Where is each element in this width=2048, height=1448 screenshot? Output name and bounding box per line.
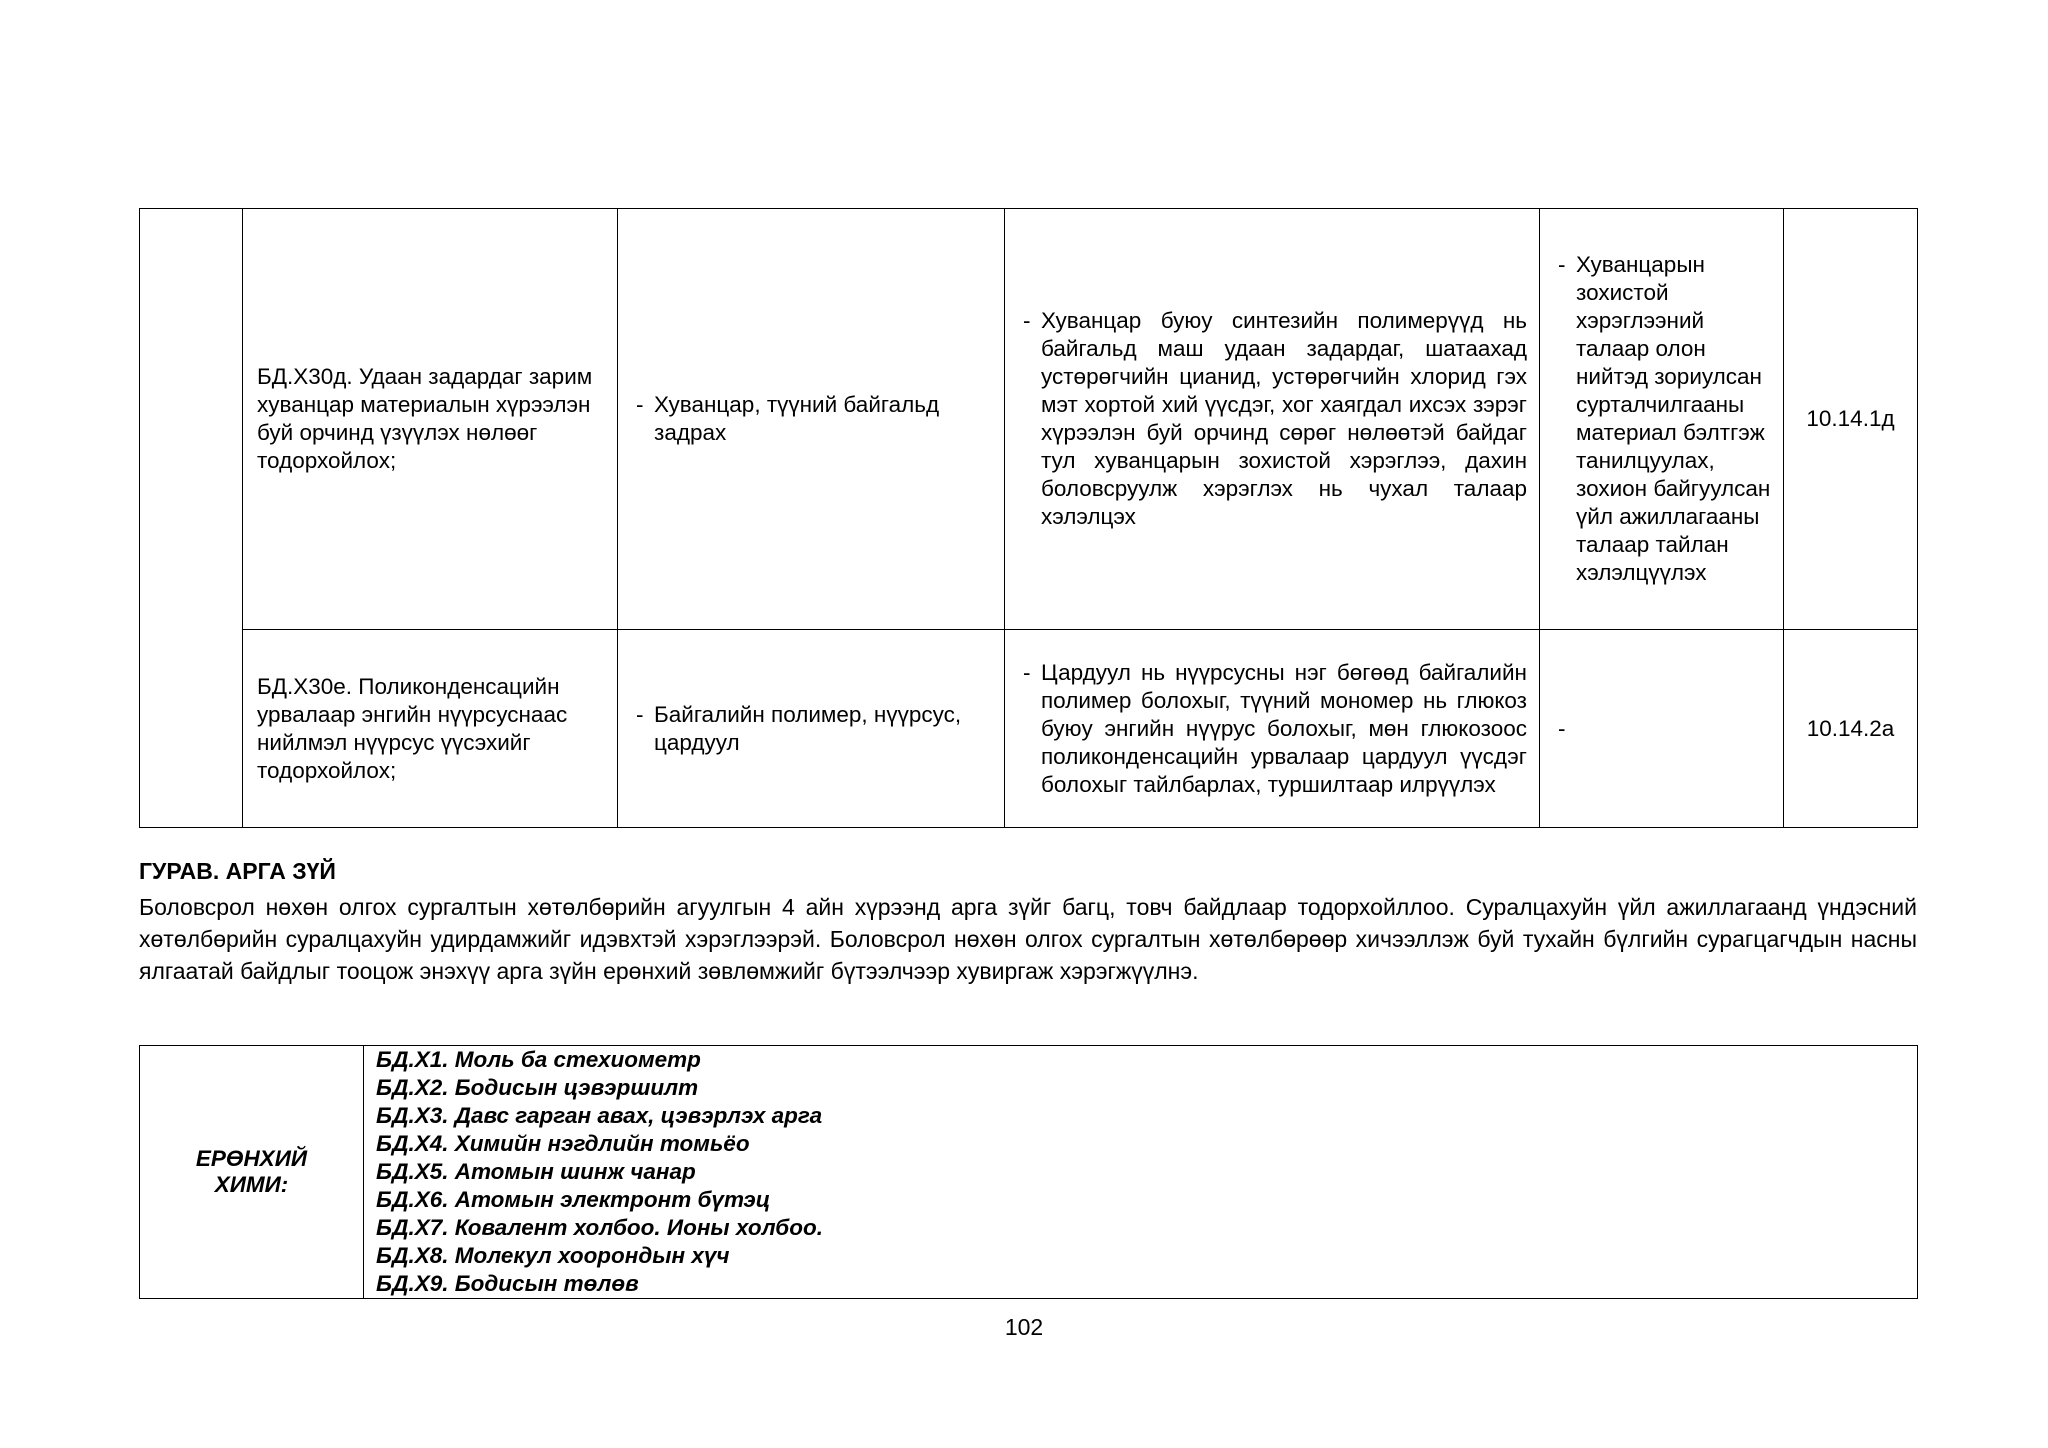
empty-group-cell — [140, 209, 243, 828]
list-item: БД.Х7. Ковалент холбоо. Ионы холбоо. — [376, 1215, 823, 1240]
list-item: БД.Х4. Химийн нэгдлийн томьёо — [376, 1131, 750, 1156]
objective-cell — [243, 209, 618, 630]
activity-text: - Хуванцар буюу синтезийн полимерүүд нь байгальд маш удаан задардаг, шатаахад устөрөгчийн цианид, устөрөгчийн хлорид гэх мэт хортой хий үүсдэг, хог хаягдал ихсэх зэрэг хүрээлэн буй орчинд сөрөг нөлөөтэй байдаг тул хуванцарын зохистой хэрэглээ, дахин боловсруулж хэрэглэх нь чухал талаар хэлэлцэх — [1023, 307, 1527, 531]
section-paragraph: Боловсрол нөхөн олгох сургалтын хөтөлбөрийн агуулгын 4 айн хүрээнд арга зүйг багц, товч байдлаар тодорхойллоо. Суралцахуйн үйл ажиллагаанд үндэсний хөтөлбөрийн суралцахуйн удирдамжийг идэвхтэй хэрэглээрэй. Боловсрол нөхөн олгох сургалтын хөтөлбөрөөр хичээллэж буй тухайн бүлгийн сурагцагчдын насны ялгаатай байдлыг тооцож энэхүү арга зүйн ерөнхий зөвлөмжийг бүтээлчээр хувиргаж хэрэгжүүлнэ. — [139, 894, 1917, 984]
code-text: 10.14.2а — [1806, 715, 1895, 741]
extra-activity-cell — [1540, 630, 1784, 828]
activity-cell — [1005, 630, 1540, 828]
list-item: БД.Х6. Атомын электронт бүтэц — [376, 1187, 771, 1212]
extra-activity-cell — [1540, 209, 1784, 630]
code-cell — [1784, 630, 1918, 828]
code-cell — [1784, 209, 1918, 630]
content-cell — [618, 630, 1005, 828]
table-row — [140, 630, 1918, 828]
topics-table — [139, 1045, 1918, 1299]
extra-activity-text: - — [1558, 715, 1566, 741]
category-label-line: ХИМИ: — [214, 1172, 289, 1197]
table-row — [140, 1046, 1918, 1299]
topics-list-cell — [364, 1046, 1918, 1299]
list-item: БД.Х2. Бодисын цэвэршилт — [376, 1075, 699, 1100]
table-row — [140, 209, 1918, 630]
list-item: БД.Х1. Моль ба стехиометр — [376, 1047, 701, 1072]
list-item: БД.Х9. Бодисын төлөв — [376, 1271, 639, 1296]
content-text: - Хуванцар, түүний байгальд задрах — [636, 391, 992, 447]
activity-text: - Цардуул нь нүүрсусны нэг бөгөөд байгалийн полимер болохыг, түүний мономер нь глюкоз буюу энгийн нүүрус болохыг, мөн глюкозоос поликонденсацийн урвалаар цардуул үүсдэг болохыг тайлбарлах, туршилтаар илрүүлэх — [1023, 659, 1527, 799]
content-text: - Байгалийн полимер, нүүрсус, цардуул — [636, 701, 992, 757]
extra-activity-text: - Хуванцарын зохистой хэрэглээний талаар олон нийтэд зориулсан сурталчилгааны материал бэлтгэж танилцуулах, зохион байгуулсан үйл ажиллагааны талаар тайлан хэлэлцүүлэх — [1558, 251, 1779, 587]
content-cell — [618, 209, 1005, 630]
page-number: 102 — [1004, 1314, 1044, 1340]
list-item: БД.Х3. Давс гарган авах, цэвэрлэх арга — [376, 1103, 823, 1128]
code-text: 10.14.1д — [1806, 406, 1895, 431]
section-heading: ГУРАВ. АРГА ЗҮЙ — [139, 858, 336, 884]
objective-text: БД.Х30е. Поликонденсацийн урвалаар энгийн нүүрсуснаас нийлмэл нүүрсус үүсэхийг тодорхойлох; — [257, 673, 568, 783]
category-label-line: ЕРӨНХИЙ — [195, 1146, 308, 1171]
list-item: БД.Х8. Молекул хоорондын хүч — [376, 1243, 730, 1268]
category-label-cell — [140, 1046, 364, 1299]
activity-cell — [1005, 209, 1540, 630]
objective-cell — [243, 630, 618, 828]
list-item: БД.Х5. Атомын шинж чанар — [376, 1159, 696, 1184]
objective-text: БД.Х30д. Удаан задардаг зарим хуванцар материалын хүрээлэн буй орчинд үзүүлэх нөлөөг тодорхойлох; — [257, 364, 593, 473]
curriculum-table — [139, 208, 1918, 828]
